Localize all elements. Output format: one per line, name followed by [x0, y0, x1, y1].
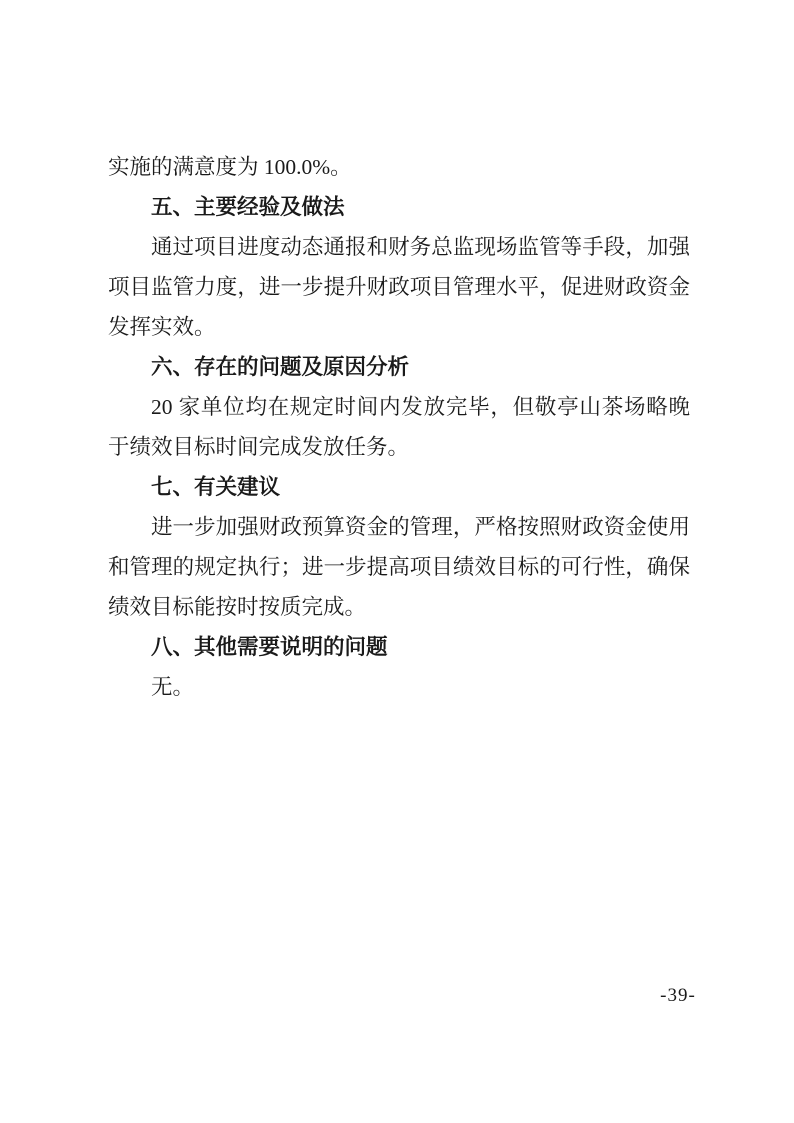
- page-number: -39-: [660, 985, 696, 1006]
- section-6-paragraph: 20 家单位均在规定时间内发放完毕，但敬亭山茶场略晚于绩效目标时间完成发放任务。: [108, 395, 690, 459]
- continuation-paragraph: 实施的满意度为 100.0%。: [108, 155, 352, 179]
- section-heading-8: 八、其他需要说明的问题: [151, 635, 388, 659]
- section-8-paragraph: 无。: [151, 675, 195, 699]
- section-heading-7: 七、有关建议: [151, 475, 281, 499]
- section-5-paragraph: 通过项目进度动态通报和财务总监现场监管等手段，加强项目监管力度，进一步提升财政项目管理水平，促进财政资金发挥实效。: [108, 235, 690, 339]
- section-heading-5: 五、主要经验及做法: [151, 195, 345, 219]
- document-body: [108, 147, 690, 707]
- section-heading-6: 六、存在的问题及原因分析: [151, 355, 410, 379]
- section-7-paragraph: 进一步加强财政预算资金的管理，严格按照财政资金使用和管理的规定执行；进一步提高项目绩效目标的可行性，确保绩效目标能按时按质完成。: [108, 515, 690, 619]
